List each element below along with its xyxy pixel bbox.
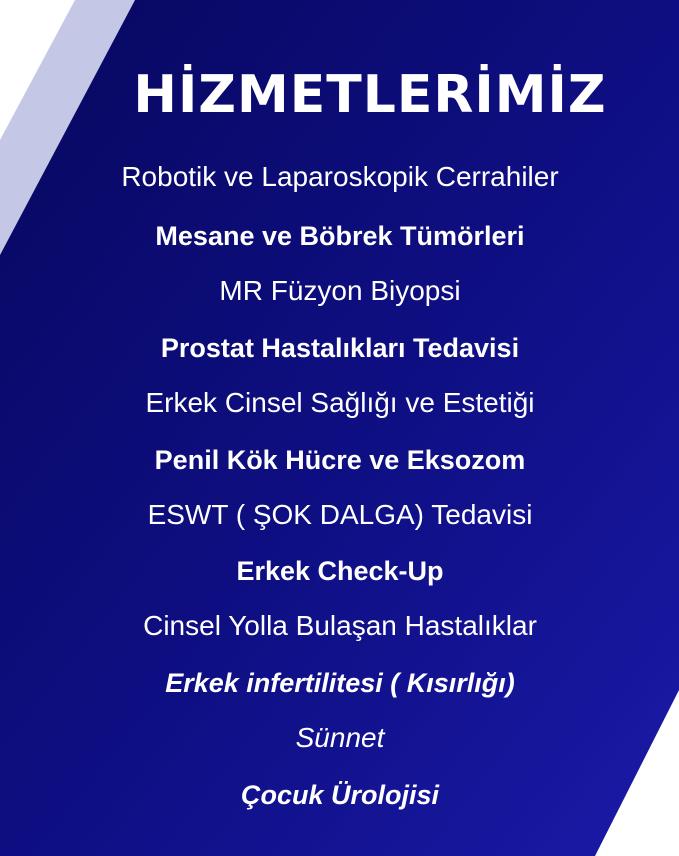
- service-item: Çocuk Ürolojisi: [240, 780, 440, 810]
- page-title: HİZMETLERİMİZ: [133, 65, 607, 125]
- service-item: Mesane ve Böbrek Tümörleri: [155, 221, 525, 251]
- service-item: Erkek Check-Up: [236, 556, 444, 586]
- service-item: Robotik ve Laparoskopik Cerrahiler: [121, 161, 559, 192]
- service-item: Sünnet: [295, 722, 385, 753]
- service-item: Penil Kök Hücre ve Eksozom: [154, 445, 526, 475]
- service-item: Erkek Cinsel Sağlığı ve Estetiği: [145, 387, 535, 418]
- service-item: Prostat Hastalıkları Tedavisi: [160, 333, 520, 363]
- service-item: ESWT ( ŞOK DALGA) Tedavisi: [147, 499, 533, 530]
- service-item: Cinsel Yolla Bulaşan Hastalıklar: [143, 610, 537, 641]
- service-item: Erkek infertilitesi ( Kısırlığı): [165, 668, 515, 698]
- service-item: MR Füzyon Biyopsi: [219, 275, 461, 306]
